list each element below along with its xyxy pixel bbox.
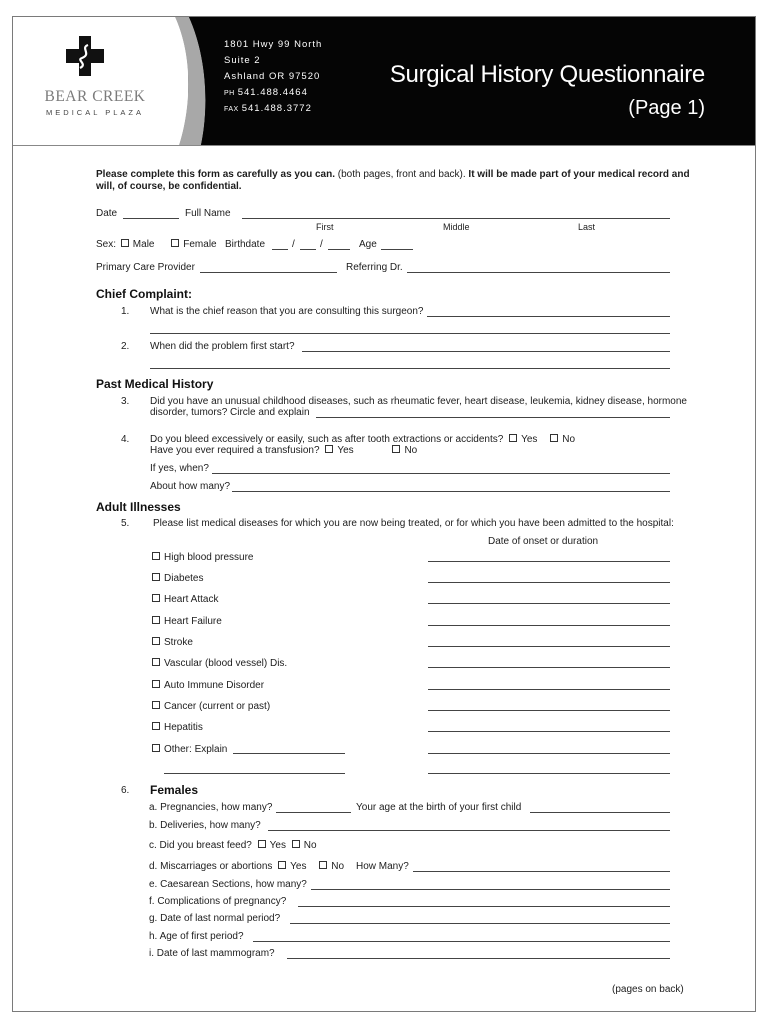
q4-row-2 bbox=[150, 445, 417, 456]
illness-checkbox[interactable] bbox=[152, 680, 160, 688]
q3-answer-line[interactable] bbox=[316, 417, 670, 418]
illness-checkbox[interactable] bbox=[152, 701, 160, 709]
chief-complaint-heading: Chief Complaint: bbox=[96, 287, 192, 301]
illness-item bbox=[152, 658, 287, 669]
q1-answer-line-2[interactable] bbox=[150, 333, 670, 334]
birthdate-slash-1: / bbox=[292, 239, 295, 250]
q2-answer-line-1[interactable] bbox=[302, 351, 670, 352]
pregnancies-field[interactable] bbox=[276, 812, 351, 813]
females-heading: Females bbox=[150, 783, 199, 797]
phone-line bbox=[224, 87, 308, 98]
caesarean-field[interactable] bbox=[311, 889, 670, 890]
address-city: Ashland OR 97520 bbox=[224, 71, 321, 82]
first-child-age-field[interactable] bbox=[530, 812, 670, 813]
male-checkbox[interactable] bbox=[121, 239, 129, 247]
q4-text-2: Have you ever required a transfusion? bbox=[150, 445, 320, 456]
miscarriages-yes-label: Yes bbox=[290, 861, 307, 872]
full-name-field[interactable] bbox=[242, 218, 670, 219]
illness-item bbox=[152, 680, 264, 691]
transfusion-no-checkbox[interactable] bbox=[392, 445, 400, 453]
mammogram-label: i. Date of last mammogram? bbox=[149, 948, 275, 959]
logo-name: BEAR CREEK bbox=[44, 88, 146, 105]
form-title: Surgical History Questionnaire bbox=[389, 61, 705, 88]
illness-label: High blood pressure bbox=[164, 552, 254, 563]
deliveries-field[interactable] bbox=[268, 830, 670, 831]
referring-label: Referring Dr. bbox=[346, 262, 403, 273]
intro-line-2: will, of course, be confidential. bbox=[96, 181, 242, 192]
illness-item bbox=[152, 594, 218, 605]
q1-number: 1. bbox=[121, 306, 130, 317]
pcp-field[interactable] bbox=[200, 272, 337, 273]
sex-label: Sex: bbox=[96, 239, 117, 250]
q2-text: When did the problem first start? bbox=[150, 341, 295, 352]
fax-line bbox=[224, 103, 312, 114]
pages-on-back-note: (pages on back) bbox=[612, 984, 684, 995]
illness-onset-field[interactable] bbox=[428, 603, 670, 604]
complications-field[interactable] bbox=[298, 906, 670, 907]
illness-checkbox[interactable] bbox=[152, 637, 160, 645]
referring-field[interactable] bbox=[407, 272, 670, 273]
address-street: 1801 Hwy 99 North bbox=[224, 39, 323, 50]
fax-label: FAX bbox=[224, 106, 239, 113]
illness-onset-field[interactable] bbox=[428, 710, 670, 711]
bleed-no-label: No bbox=[562, 434, 576, 445]
complications-label: f. Complications of pregnancy? bbox=[149, 896, 287, 907]
q3-text-2: disorder, tumors? Circle and explain bbox=[150, 407, 310, 418]
first-period-label: h. Age of first period? bbox=[149, 931, 244, 942]
female-label: Female bbox=[183, 239, 217, 250]
transfusion-no-label: No bbox=[404, 445, 418, 456]
illness-label: Auto Immune Disorder bbox=[164, 680, 265, 691]
illness-checkbox[interactable] bbox=[152, 552, 160, 560]
miscarriages-how-many-field[interactable] bbox=[413, 871, 670, 872]
form-header bbox=[13, 17, 755, 145]
adult-illnesses-heading: Adult Illnesses bbox=[96, 500, 181, 514]
illness-label: Hepatitis bbox=[164, 722, 203, 733]
bleed-yes-checkbox[interactable] bbox=[509, 434, 517, 442]
page-number: (Page 1) bbox=[628, 97, 705, 119]
q4-text-1: Do you bleed excessively or easily, such as after tooth extractions or accidents? bbox=[150, 434, 504, 445]
q2-answer-line-2[interactable] bbox=[150, 368, 670, 369]
transfusion-yes-checkbox[interactable] bbox=[325, 445, 333, 453]
illness-checkbox[interactable] bbox=[152, 722, 160, 730]
illness-checkbox[interactable] bbox=[152, 616, 160, 624]
intro-bold-2: It will be made part of your medical record and bbox=[468, 169, 690, 180]
q3-text-1: Did you have an unusual childhood diseases, such as rheumatic fever, heart disease, leukemia, kidney disease, hormone bbox=[150, 396, 687, 407]
birthdate-slash-2: / bbox=[320, 239, 323, 250]
birth-year-field[interactable] bbox=[328, 249, 350, 250]
illness-onset-field[interactable] bbox=[428, 625, 670, 626]
male-label: Male bbox=[132, 239, 155, 250]
miscarriages-no-checkbox[interactable] bbox=[319, 861, 327, 869]
q3-number: 3. bbox=[121, 396, 130, 407]
illness-label: Other: Explain bbox=[164, 744, 228, 755]
date-label: Date bbox=[96, 208, 118, 219]
illness-onset-field[interactable] bbox=[428, 773, 670, 774]
breast-feed-row bbox=[149, 840, 317, 851]
illness-onset-field[interactable] bbox=[428, 731, 670, 732]
illness-onset-field[interactable] bbox=[428, 753, 670, 754]
fax-number: 541.488.3772 bbox=[241, 103, 312, 114]
q4-number: 4. bbox=[121, 434, 130, 445]
illness-checkbox[interactable] bbox=[152, 658, 160, 666]
bleed-yes-label: Yes bbox=[521, 434, 538, 445]
illness-item bbox=[152, 744, 227, 755]
header-rule bbox=[13, 145, 755, 146]
q1-answer-line-1[interactable] bbox=[427, 316, 670, 317]
logo-subtitle: MEDICAL PLAZA bbox=[46, 108, 144, 117]
illness-label: Heart Failure bbox=[164, 616, 222, 627]
illness-label: Heart Attack bbox=[164, 594, 219, 605]
age-field[interactable] bbox=[381, 249, 413, 250]
illness-onset-field[interactable] bbox=[428, 646, 670, 647]
swoosh-decoration bbox=[143, 17, 223, 145]
deliveries-label: b. Deliveries, how many? bbox=[149, 820, 261, 831]
q1-text: What is the chief reason that you are consulting this surgeon? bbox=[150, 306, 424, 317]
miscarriages-no-label: No bbox=[331, 861, 345, 872]
illness-item bbox=[152, 573, 203, 584]
last-period-label: g. Date of last normal period? bbox=[149, 913, 281, 924]
intro-bold-1: Please complete this form as carefully as you can. bbox=[96, 169, 335, 180]
breast-feed-yes-checkbox[interactable] bbox=[258, 840, 266, 848]
illness-label: Stroke bbox=[164, 637, 193, 648]
bleed-no-checkbox[interactable] bbox=[550, 434, 558, 442]
full-name-label: Full Name bbox=[185, 208, 231, 219]
transfusion-yes-label: Yes bbox=[337, 445, 354, 456]
breast-feed-label: c. Did you breast feed? bbox=[149, 840, 252, 851]
illness-checkbox[interactable] bbox=[152, 744, 160, 752]
mammogram-field[interactable] bbox=[287, 958, 670, 959]
illness-checkbox[interactable] bbox=[152, 573, 160, 581]
first-child-age-label: Your age at the birth of your first child bbox=[356, 802, 522, 813]
how-many-field[interactable] bbox=[232, 491, 670, 492]
intro-line-1 bbox=[96, 169, 690, 180]
illness-onset-field[interactable] bbox=[428, 689, 670, 690]
middle-name-caption: Middle bbox=[443, 222, 470, 232]
pregnancies-label: a. Pregnancies, how many? bbox=[149, 802, 273, 813]
phone-label: PH bbox=[224, 90, 235, 97]
illness-checkbox[interactable] bbox=[152, 594, 160, 602]
address-suite: Suite 2 bbox=[224, 55, 261, 66]
pcp-label: Primary Care Provider bbox=[96, 262, 195, 273]
other-explain-field[interactable] bbox=[233, 753, 345, 754]
illness-label: Diabetes bbox=[164, 573, 204, 584]
illness-item bbox=[152, 552, 254, 563]
illness-item bbox=[152, 616, 222, 627]
illness-onset-field[interactable] bbox=[428, 561, 670, 562]
q6-number: 6. bbox=[121, 785, 130, 796]
breast-feed-yes-label: Yes bbox=[269, 840, 286, 851]
how-many-label: About how many? bbox=[150, 481, 231, 492]
birthdate-label: Birthdate bbox=[225, 239, 266, 250]
sex-row bbox=[96, 239, 217, 250]
illness-onset-field[interactable] bbox=[428, 582, 670, 583]
last-name-caption: Last bbox=[578, 222, 596, 232]
q4-row-1 bbox=[150, 434, 575, 445]
first-period-field[interactable] bbox=[253, 941, 670, 942]
miscarriages-row bbox=[149, 861, 344, 872]
date-field[interactable] bbox=[123, 218, 179, 219]
first-name-caption: First bbox=[316, 222, 334, 232]
other-explain-field-2[interactable] bbox=[164, 773, 345, 774]
miscarriages-how-many-label: How Many? bbox=[356, 861, 409, 872]
if-yes-label: If yes, when? bbox=[150, 463, 209, 474]
miscarriages-label: d. Miscarriages or abortions bbox=[149, 861, 273, 872]
phone-number: 541.488.4464 bbox=[237, 87, 308, 98]
medical-cross-icon bbox=[66, 36, 104, 76]
breast-feed-no-checkbox[interactable] bbox=[292, 840, 300, 848]
onset-column-header: Date of onset or duration bbox=[488, 536, 599, 547]
illness-onset-field[interactable] bbox=[428, 667, 670, 668]
q5-number: 5. bbox=[121, 518, 130, 529]
illness-item bbox=[152, 722, 203, 733]
intro-normal: (both pages, front and back). bbox=[335, 169, 469, 180]
last-period-field[interactable] bbox=[290, 923, 670, 924]
illness-item bbox=[152, 701, 270, 712]
caesarean-label: e. Caesarean Sections, how many? bbox=[149, 879, 307, 890]
birth-day-field[interactable] bbox=[300, 249, 316, 250]
past-medical-history-heading: Past Medical History bbox=[96, 377, 214, 391]
age-label: Age bbox=[359, 239, 377, 250]
birth-month-field[interactable] bbox=[272, 249, 288, 250]
q5-text: Please list medical diseases for which you are now being treated, or for which you have been admitted to the hospital: bbox=[153, 518, 674, 529]
illness-item bbox=[152, 637, 193, 648]
illness-label: Cancer (current or past) bbox=[164, 701, 271, 712]
miscarriages-yes-checkbox[interactable] bbox=[278, 861, 286, 869]
illness-label: Vascular (blood vessel) Dis. bbox=[164, 658, 288, 669]
breast-feed-no-label: No bbox=[303, 840, 317, 851]
q2-number: 2. bbox=[121, 341, 130, 352]
if-yes-field[interactable] bbox=[212, 473, 670, 474]
female-checkbox[interactable] bbox=[171, 239, 179, 247]
